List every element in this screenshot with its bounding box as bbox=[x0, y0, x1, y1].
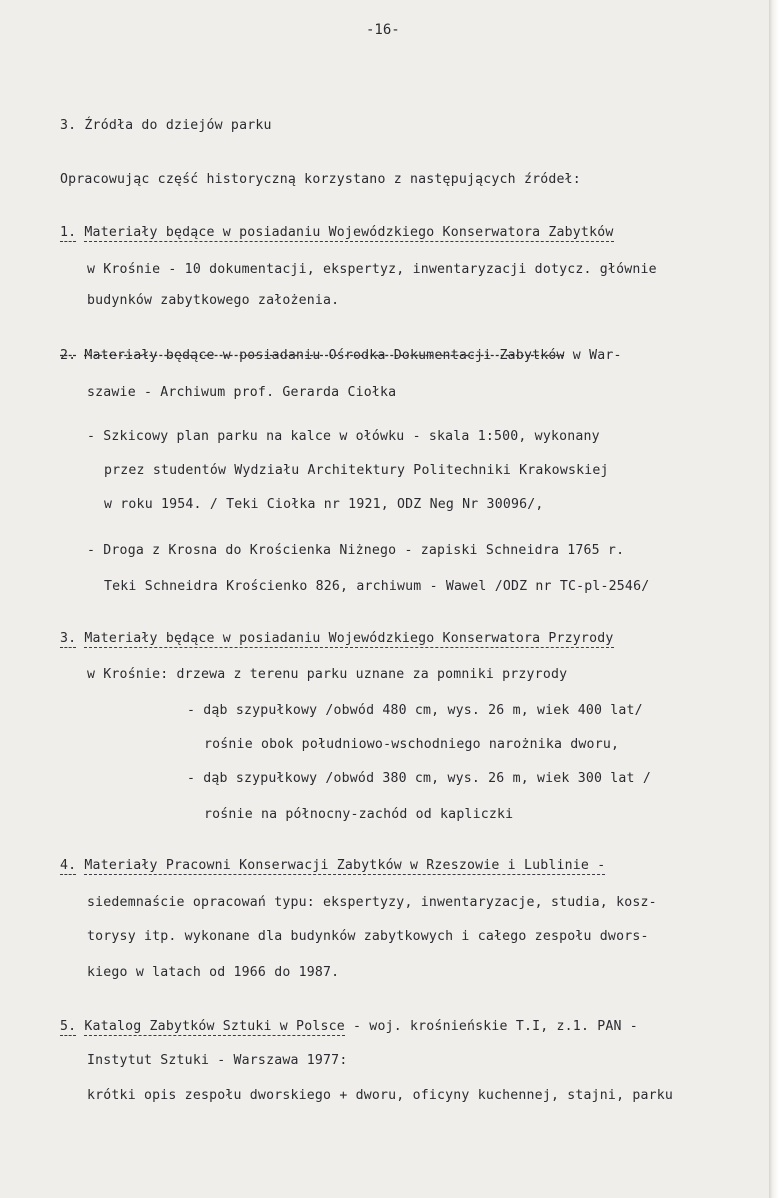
item-2-heading: Materiały będące w posiadaniu Ośrodka Dokumentacji Zabytków bbox=[84, 348, 565, 363]
item-3-line-5: rośnie na północny-zachód od kapliczki bbox=[204, 807, 514, 822]
item-3-number: 3. bbox=[60, 631, 77, 646]
item-1-heading: Materiały będące w posiadaniu Wojewódzkiego Konserwatora Zabytków bbox=[84, 225, 614, 240]
item-5-heading-line bbox=[60, 1018, 638, 1036]
item-1-line-1: w Krośnie - 10 dokumentacji, ekspertyz, inwentaryzacji dotycz. głównie bbox=[87, 262, 657, 277]
item-4-line-1: siedemnaście opracowań typu: ekspertyzy, inwentaryzacje, studia, kosz- bbox=[87, 895, 657, 910]
page-number: -16- bbox=[366, 22, 400, 38]
item-2-heading-line bbox=[60, 347, 622, 365]
item-2-number: 2. bbox=[60, 348, 77, 363]
item-2-line-3: przez studentów Wydziału Architektury Politechniki Krakowskiej bbox=[104, 463, 609, 478]
item-5-heading: Katalog Zabytków Sztuki w Polsce bbox=[84, 1019, 345, 1034]
item-2-line-5: - Droga z Krosna do Krościenka Niżnego - zapiski Schneidra 1765 r. bbox=[87, 543, 625, 558]
item-5-heading-tail: - woj. krośnieńskie T.I, z.1. PAN - bbox=[353, 1019, 638, 1034]
item-1-number: 1. bbox=[60, 225, 77, 240]
intro-text: Opracowując część historyczną korzystano z następujących źródeł: bbox=[60, 172, 581, 187]
item-2-heading-tail: w War- bbox=[572, 348, 622, 363]
item-3-heading: Materiały będące w posiadaniu Wojewódzkiego Konserwatora Przyrody bbox=[84, 631, 614, 646]
item-3-line-4: - dąb szypułkowy /obwód 380 cm, wys. 26 m, wiek 300 lat / bbox=[187, 771, 651, 786]
item-3-line-2: - dąb szypułkowy /obwód 480 cm, wys. 26 m, wiek 400 lat/ bbox=[187, 703, 643, 718]
item-2-line-2: - Szkicowy plan parku na kalce w ołówku - skala 1:500, wykonany bbox=[87, 429, 600, 444]
item-3-line-3: rośnie obok południowo-wschodniego narożnika dworu, bbox=[204, 737, 620, 752]
item-3-heading-line bbox=[60, 630, 614, 648]
section-title: 3. Źródła do dziejów parku bbox=[60, 118, 272, 133]
item-4-number: 4. bbox=[60, 858, 77, 873]
item-5-line-1: Instytut Sztuki - Warszawa 1977: bbox=[87, 1053, 348, 1068]
item-5-line-2: krótki opis zespołu dworskiego + dworu, oficyny kuchennej, stajni, parku bbox=[87, 1088, 674, 1103]
item-4-line-2: torysy itp. wykonane dla budynków zabytkowych i całego zespołu dwors- bbox=[87, 929, 649, 944]
page-edge bbox=[769, 0, 779, 1198]
item-3-line-1: w Krośnie: drzewa z terenu parku uznane za pomniki przyrody bbox=[87, 667, 568, 682]
item-2-line-4: w roku 1954. / Teki Ciołka nr 1921, ODZ Neg Nr 30096/, bbox=[104, 497, 544, 512]
item-4-heading: Materiały Pracowni Konserwacji Zabytków w Rzeszowie i Lublinie - bbox=[84, 858, 606, 873]
item-4-heading-line bbox=[60, 857, 605, 875]
item-2-line-6: Teki Schneidra Krościenko 826, archiwum - Wawel /ODZ nr TC-pl-2546/ bbox=[104, 579, 650, 594]
item-2-line-1: szawie - Archiwum prof. Gerarda Ciołka bbox=[87, 385, 397, 400]
item-5-number: 5. bbox=[60, 1019, 77, 1034]
item-1-line-2: budynków zabytkowego założenia. bbox=[87, 293, 340, 308]
item-4-line-3: kiego w latach od 1966 do 1987. bbox=[87, 965, 340, 980]
item-1-heading-line bbox=[60, 224, 614, 242]
